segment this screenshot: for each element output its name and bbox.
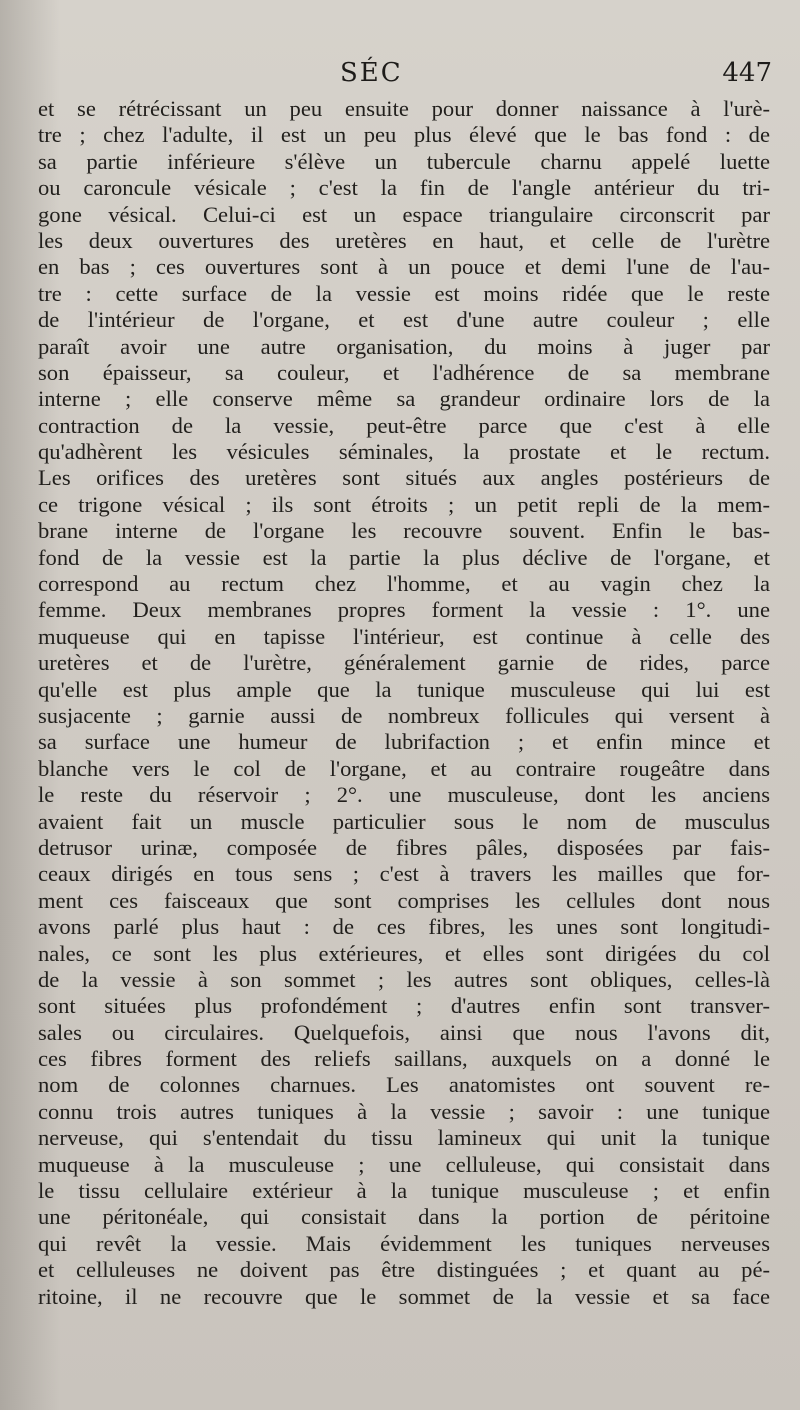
text-line: les deux ouvertures des uretères en haut, et celle de l'urètre: [38, 227, 770, 253]
text-line: correspond au rectum chez l'homme, et au vagin chez la: [38, 571, 770, 597]
text-line: et celluleuses ne doivent pas être distinguées ; et quant au pé-: [38, 1257, 770, 1283]
text-line: ces fibres forment des reliefs saillans, auxquels on a donné le: [38, 1046, 770, 1072]
text-line: femme. Deux membranes propres forment la vessie : 1°. une: [38, 597, 770, 623]
text-line: une péritonéale, qui consistait dans la portion de péritoine: [38, 1204, 770, 1230]
text-line: ou caroncule vésicale ; c'est la fin de l'angle antérieur du tri-: [38, 175, 770, 201]
text-line: avons parlé plus haut : de ces fibres, les unes sont longitudi-: [38, 914, 770, 940]
text-line: qu'elle est plus ample que la tunique musculeuse qui lui est: [38, 676, 770, 702]
text-line: sa partie inférieure s'élève un tubercule charnu appelé luette: [38, 148, 770, 174]
text-line: tre : cette surface de la vessie est moins ridée que le reste: [38, 280, 770, 306]
text-line: de l'intérieur de l'organe, et est d'une autre couleur ; elle: [38, 307, 770, 333]
text-line: uretères et de l'urètre, généralement garnie de rides, parce: [38, 650, 770, 676]
text-line: ritoine, il ne recouvre que le sommet de la vessie et sa face: [38, 1283, 770, 1309]
text-line: tre ; chez l'adulte, il est un peu plus élevé que le bas fond : de: [38, 122, 770, 148]
text-line: avaient fait un muscle particulier sous le nom de musculus: [38, 808, 770, 834]
text-line: nales, ce sont les plus extérieures, et elles sont dirigées du col: [38, 940, 770, 966]
text-line: susjacente ; garnie aussi de nombreux follicules qui versent à: [38, 702, 770, 728]
text-line: gone vésical. Celui-ci est un espace triangulaire circonscrit par: [38, 201, 770, 227]
text-line: qu'adhèrent les vésicules séminales, la prostate et le rectum.: [38, 439, 770, 465]
text-line: en bas ; ces ouvertures sont à un pouce et demi l'une de l'au-: [38, 254, 770, 280]
text-line: sa surface une humeur de lubrifaction ; et enfin mince et: [38, 729, 770, 755]
text-line: muqueuse qui en tapisse l'intérieur, est continue à celle des: [38, 623, 770, 649]
text-line: le reste du réservoir ; 2°. une musculeuse, dont les anciens: [38, 782, 770, 808]
running-head-title: SÉC: [340, 58, 403, 88]
text-line: de la vessie à son sommet ; les autres sont obliques, celles-là: [38, 966, 770, 992]
body-text: [38, 96, 770, 1310]
text-line: le tissu cellulaire extérieur à la tunique musculeuse ; et enfin: [38, 1178, 770, 1204]
text-line: contraction de la vessie, peut-être parce que c'est à elle: [38, 412, 770, 438]
text-line: ment ces faisceaux que sont comprises les cellules dont nous: [38, 887, 770, 913]
text-line: et se rétrécissant un peu ensuite pour donner naissance à l'urè-: [38, 96, 770, 121]
text-line: detrusor urinæ, composée de fibres pâles, disposées par fais-: [38, 834, 770, 860]
text-line: fond de la vessie est la partie la plus déclive de l'organe, et: [38, 544, 770, 570]
text-line: interne ; elle conserve même sa grandeur ordinaire lors de la: [38, 386, 770, 412]
text-line: son épaisseur, sa couleur, et l'adhérence de sa membrane: [38, 359, 770, 385]
text-line: ceaux dirigés en tous sens ; c'est à travers les mailles que for-: [38, 861, 770, 887]
text-line: qui revêt la vessie. Mais évidemment les tuniques nerveuses: [38, 1230, 770, 1256]
page-number: 447: [722, 58, 772, 88]
text-line: sales ou circulaires. Quelquefois, ainsi que nous l'avons dit,: [38, 1019, 770, 1045]
text-line: nom de colonnes charnues. Les anatomistes ont souvent re-: [38, 1072, 770, 1098]
text-line: ce trigone vésical ; ils sont étroits ; un petit repli de la mem-: [38, 491, 770, 517]
text-line: blanche vers le col de l'organe, et au contraire rougeâtre dans: [38, 755, 770, 781]
running-head: [0, 58, 800, 98]
text-line: paraît avoir une autre organisation, du moins à juger par: [38, 333, 770, 359]
text-line: sont situées plus profondément ; d'autres enfin sont transver-: [38, 993, 770, 1019]
text-line: muqueuse à la musculeuse ; une celluleuse, qui consistait dans: [38, 1151, 770, 1177]
text-line: connu trois autres tuniques à la vessie ; savoir : une tunique: [38, 1098, 770, 1124]
text-line: Les orifices des uretères sont situés aux angles postérieurs de: [38, 465, 770, 491]
text-line: brane interne de l'organe les recouvre souvent. Enfin le bas-: [38, 518, 770, 544]
text-line: nerveuse, qui s'entendait du tissu lamineux qui unit la tunique: [38, 1125, 770, 1151]
